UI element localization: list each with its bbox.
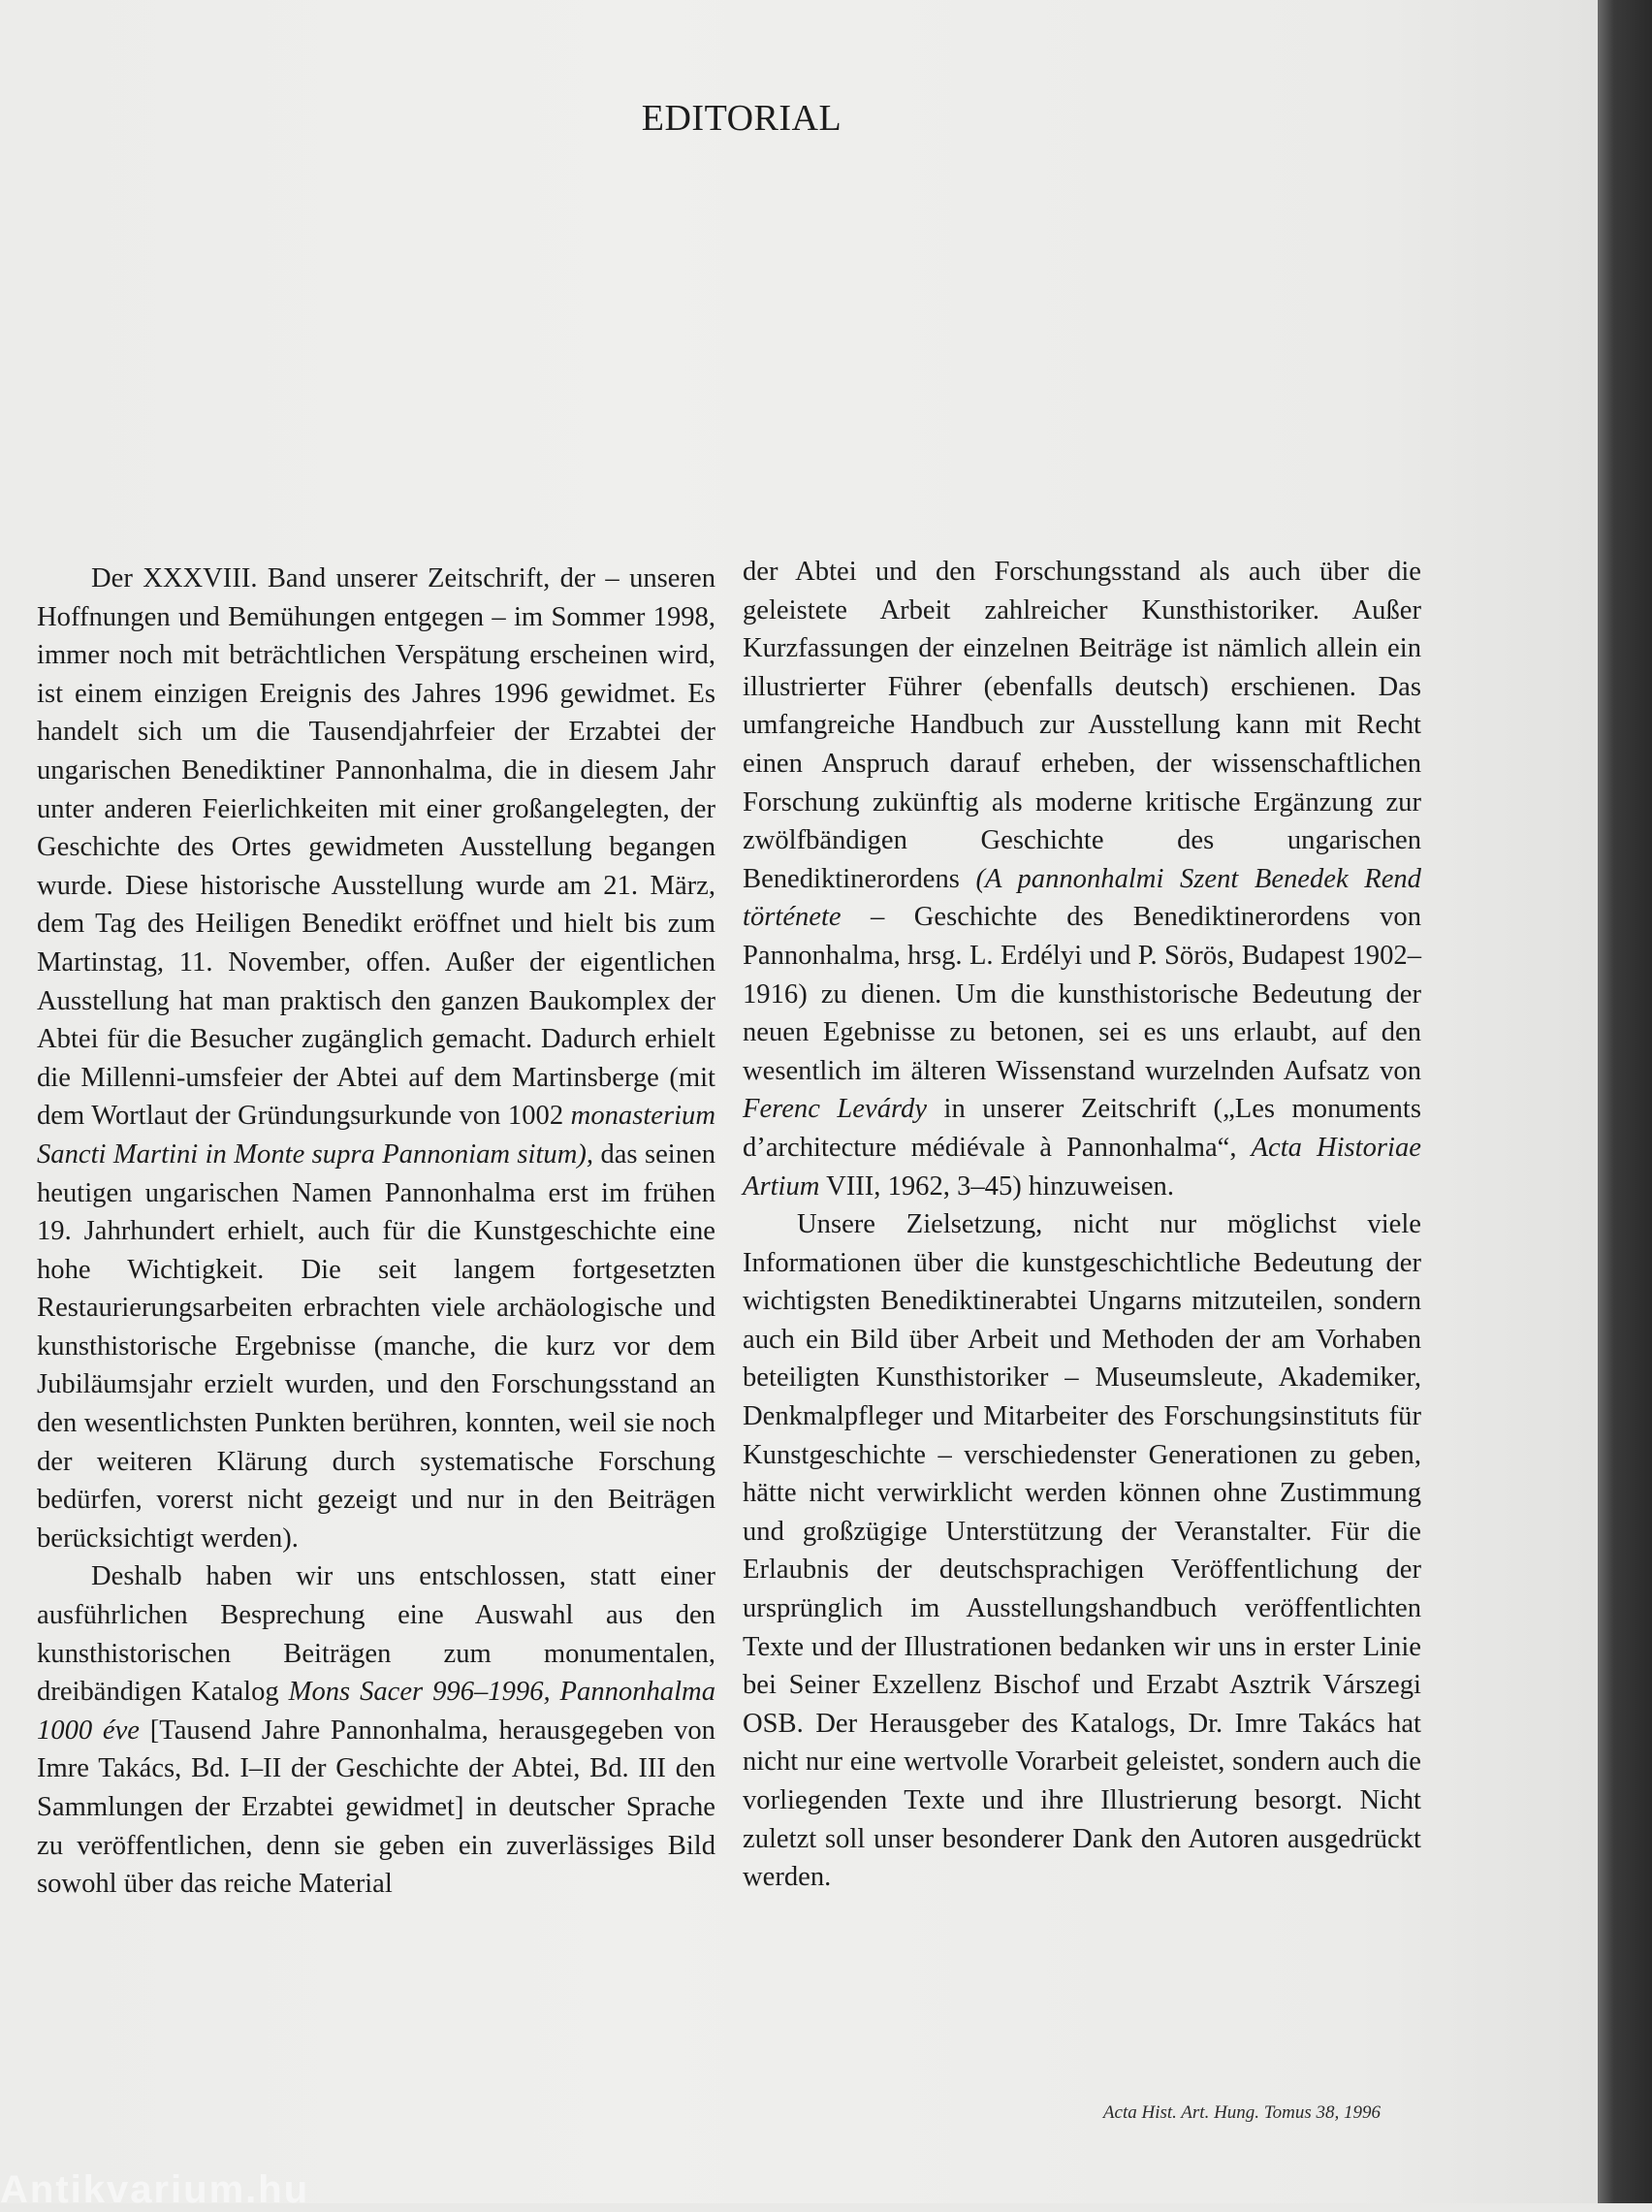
text-column-left (37, 560, 715, 1904)
text-run: das seinen heutigen ungarischen Namen Pannonhalma erst im frühen 19. Jahrhundert erhielt, auch für die Kunstgeschichte eine hohe Wichtigkeit. Die seit langem fortgesetzten Restaurierungsarbeiten erbrachten viele archäologische und kunsthistorische Ergebnisse (manche, die kurz vor dem Jubiläumsjahr erzielt wurden, und den Forschungsstand an den wesentlichsten Punkten berühren, konnten, weil sie noch der weiteren Klärung durch systematische Forschung bedürfen, vorerst nicht gezeigt und nur in den Beiträgen berücksichtigt werden). (37, 1138, 715, 1554)
text-run: Der XXXVIII. Band unserer Zeitschrift, der – unseren Hoffnungen und Bemühungen entgegen – im Sommer 1998, immer noch mit beträchtlichen Verspätung erscheinen wird, ist einem einzigen Ereignis des Jahres 1996 gewidmet. Es handelt sich um die Tausendjahrfeier der Erzabtei der ungarischen Benediktiner Pannonhalma, die in diesem Jahr unter anderen Feierlichkeiten mit einer großangelegten, der Geschichte des Ortes gewidmeten Ausstellung begangen wurde. Diese historische Ausstellung wurde am 21. März, dem Tag des Heiligen Benedikt eröffnet und hielt bis zum Martinstag, 11. November, offen. Außer der eigentlichen Ausstellung hat man praktisch den ganzen Baukomplex der Abtei für die Besucher zugänglich gemacht. Dadurch erhielt die Millenni-umsfeier der Abtei auf dem Martinsberge (mit dem Wortlaut der Gründungsurkunde von 1002 (37, 563, 715, 1132)
paragraph (743, 553, 1421, 1205)
text-run: in unserer Zeitschrift („Les monuments d’architecture médiévale à Pannonhalma“, (743, 1094, 1421, 1163)
text-run: der Abtei und den Forschungsstand als auch über die geleistete Arbeit zahlreicher Kunsthistoriker. Außer Kurzfassungen der einzelnen Beiträge ist nämlich allein ein illustrierter Führer (ebenfalls deutsch) erschienen. Das umfangreiche Handbuch zur Ausstellung kann mit Recht einen Anspruch darauf erheben, der wissenschaftlichen Forschung zukünftig als moderne kritische Ergänzung zur zwölfbändigen Geschichte des ungarischen Benediktinerordens (743, 557, 1421, 894)
watermark: Antikvarium.hu (0, 2168, 310, 2211)
text-run: – Geschichte des Benediktinerordens von Pannonhalma, hrsg. L. Erdélyi und P. Sörös, Budapest 1902–1916) zu dienen. Um die kunsthistorische Bedeutung der neuen Egebnisse zu betonen, sei es uns erlaubt, auf den wesentlich im älteren Wissenstand wurzelnden Aufsatz von (743, 902, 1421, 1086)
italic-run: (A pannonhalmi Szent Benedek Rend története (743, 863, 1421, 933)
text-column-right (743, 553, 1421, 1897)
text-run: VIII, 1962, 3–45) hinzuweisen. (819, 1170, 1174, 1202)
italic-run: Ferenc Levárdy (743, 1094, 928, 1125)
text-run: [Tausend Jahre Pannonhalma, herausgegeben von Imre Takács, Bd. I–II der Geschichte der Abtei, Bd. III den Sammlungen der Erzabtei gewidmet] in deutscher Sprache zu veröffentlichen, denn sie geben ein zuverlässiges Bild sowohl über das reiche Material (37, 1715, 715, 1900)
italic-run: Acta Historiae Artium (743, 1132, 1421, 1202)
paragraph (37, 560, 715, 1557)
journal-citation-footer: Acta Hist. Art. Hung. Tomus 38, 1996 (1102, 2102, 1381, 2123)
italic-run: Mons Sacer 996–1996, Pannonhalma 1000 éve (37, 1677, 715, 1746)
paragraph: Unsere Zielsetzung, nicht nur möglichst viele Informationen über die kunstgeschichtliche Bedeutung der wichtigsten Benediktinerabtei Ungarns mitzuteilen, sondern auch ein Bild über Arbeit und Methoden der am Vorhaben beteiligten Kunsthistoriker – Museumsleute, Akademiker, Denkmalpfleger und Mitarbeiter des Forschungsinstituts für Kunstgeschichte – verschiedenster Generationen zu geben, hätte nicht verwirklicht werden können ohne Zustimmung und großzügige Unterstützung der Veranstalter. Für die Erlaubnis der deutschsprachigen Veröffentlichung der ursprünglich im Ausstellungshandbuch veröffentlichten Texte und der Illustrationen bedanken wir uns in erster Linie bei Seiner Exzellenz Bischof und Erzabt Asztrik Várszegi OSB. Der Herausgeber des Katalogs, Dr. Imre Takács hat nicht nur eine wertvolle Vorarbeit geleistet, sondern auch die vorliegenden Texte und ihre Illustrierung besorgt. Nicht zuletzt soll unser besonderer Dank den Autoren ausgedrückt werden. (743, 1209, 1421, 1893)
page-title: EDITORIAL (641, 98, 842, 139)
italic-run: monasterium Sancti Martini in Monte supra Pannoniam situm), (37, 1101, 715, 1170)
paragraph (37, 1557, 715, 1903)
book-spine-shadow (1598, 0, 1652, 2203)
text-run: Deshalb haben wir uns entschlossen, statt einer ausführlichen Besprechung eine Auswahl aus den kunsthistorischen Beiträgen zum monumentalen, dreibändigen Katalog (37, 1561, 715, 1708)
